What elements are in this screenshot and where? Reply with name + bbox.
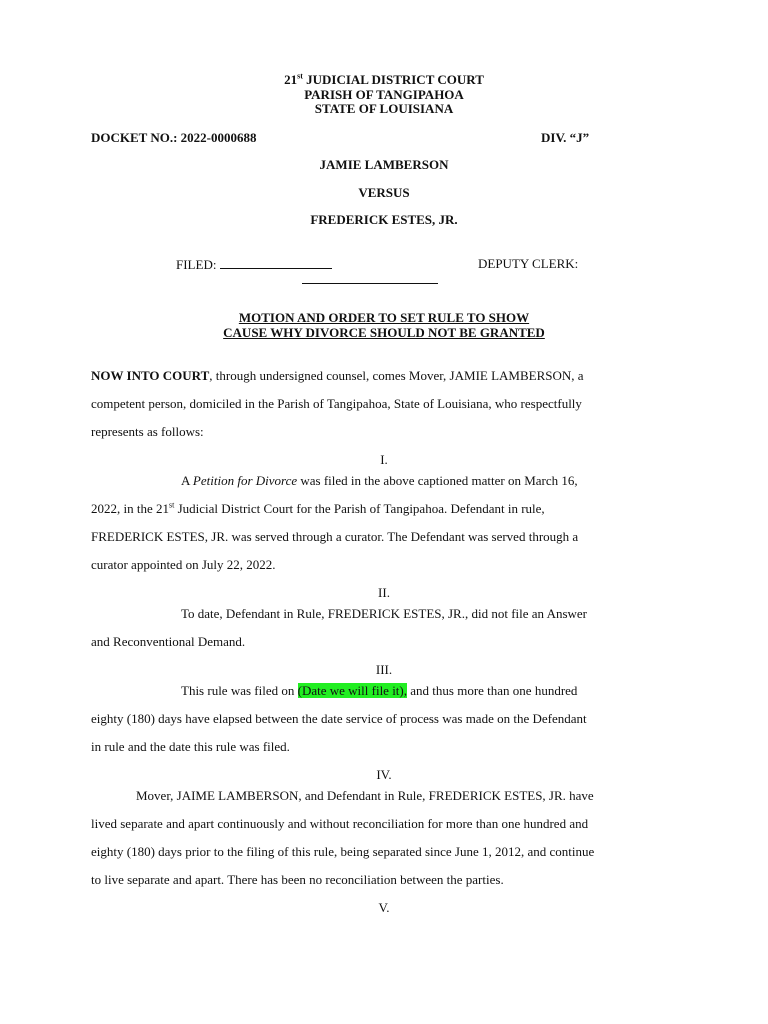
section-i-line-1: A Petition for Divorce was filed in the above captioned matter on March 16,	[181, 473, 578, 488]
docket-number: DOCKET NO.: 2022-0000688	[91, 130, 257, 145]
section-iii-line-1: This rule was filed on (Date we will file it), and thus more than one hundred	[181, 683, 578, 698]
intro-line-3: represents as follows:	[91, 424, 204, 439]
intro-line-1: NOW INTO COURT, through undersigned counsel, comes Mover, JAMIE LAMBERSON, a	[91, 368, 584, 383]
section-v-numeral: V.	[378, 900, 390, 915]
deputy-clerk-blank-row	[302, 271, 438, 288]
section-ii-line-2: and Reconventional Demand.	[91, 634, 246, 649]
section-i-line-2: 2022, in the 21st Judicial District Court for the Parish of Tangipahoa. Defendant in rule,	[91, 500, 545, 516]
section-ii-numeral: II.	[378, 585, 390, 600]
section-iv-line-1: Mover, JAIME LAMBERSON, and Defendant in Rule, FREDERICK ESTES, JR. have	[136, 788, 594, 803]
section-iv-numeral: IV.	[376, 767, 392, 782]
motion-title-line-1: MOTION AND ORDER TO SET RULE TO SHOW	[238, 310, 530, 325]
deputy-clerk-label: DEPUTY CLERK:	[478, 256, 579, 271]
parish-name: PARISH OF TANGIPAHOA	[304, 87, 464, 102]
filed-blank	[220, 256, 332, 269]
division: DIV. “J”	[541, 130, 590, 145]
section-ii-line-1: To date, Defendant in Rule, FREDERICK ESTES, JR., did not file an Answer	[181, 606, 588, 621]
court-name: 21st JUDICIAL DISTRICT COURT	[284, 71, 484, 87]
section-i-line-3: FREDERICK ESTES, JR. was served through a curator. The Defendant was served through a	[91, 529, 579, 544]
section-iii-numeral: III.	[375, 662, 393, 677]
section-i-numeral: I.	[380, 452, 388, 467]
section-iv-line-4: to live separate and apart. There has been no reconciliation between the parties.	[91, 872, 504, 887]
defendant-name: FREDERICK ESTES, JR.	[310, 212, 458, 227]
motion-title-line-2: CAUSE WHY DIVORCE SHOULD NOT BE GRANTED	[223, 325, 545, 340]
date-placeholder-highlight: (Date we will file it),	[297, 683, 408, 698]
filed-label: FILED:	[176, 257, 217, 272]
deputy-clerk-blank	[302, 271, 438, 284]
versus-label: VERSUS	[358, 185, 410, 200]
intro-line-2: competent person, domiciled in the Parish of Tangipahoa, State of Louisiana, who respectfully	[91, 396, 582, 411]
section-i-line-4: curator appointed on July 22, 2022.	[91, 557, 276, 572]
section-iv-line-2: lived separate and apart continuously and without reconciliation for more than one hundred and	[91, 816, 589, 831]
plaintiff-name: JAMIE LAMBERSON	[319, 157, 449, 172]
section-iii-line-3: in rule and the date this rule was filed.	[91, 739, 290, 754]
state-name: STATE OF LOUISIANA	[314, 101, 454, 116]
section-iv-line-3: eighty (180) days prior to the filing of this rule, being separated since June 1, 2012, and continue	[91, 844, 595, 859]
section-iii-line-2: eighty (180) days have elapsed between the date service of process was made on the Defendant	[91, 711, 587, 726]
